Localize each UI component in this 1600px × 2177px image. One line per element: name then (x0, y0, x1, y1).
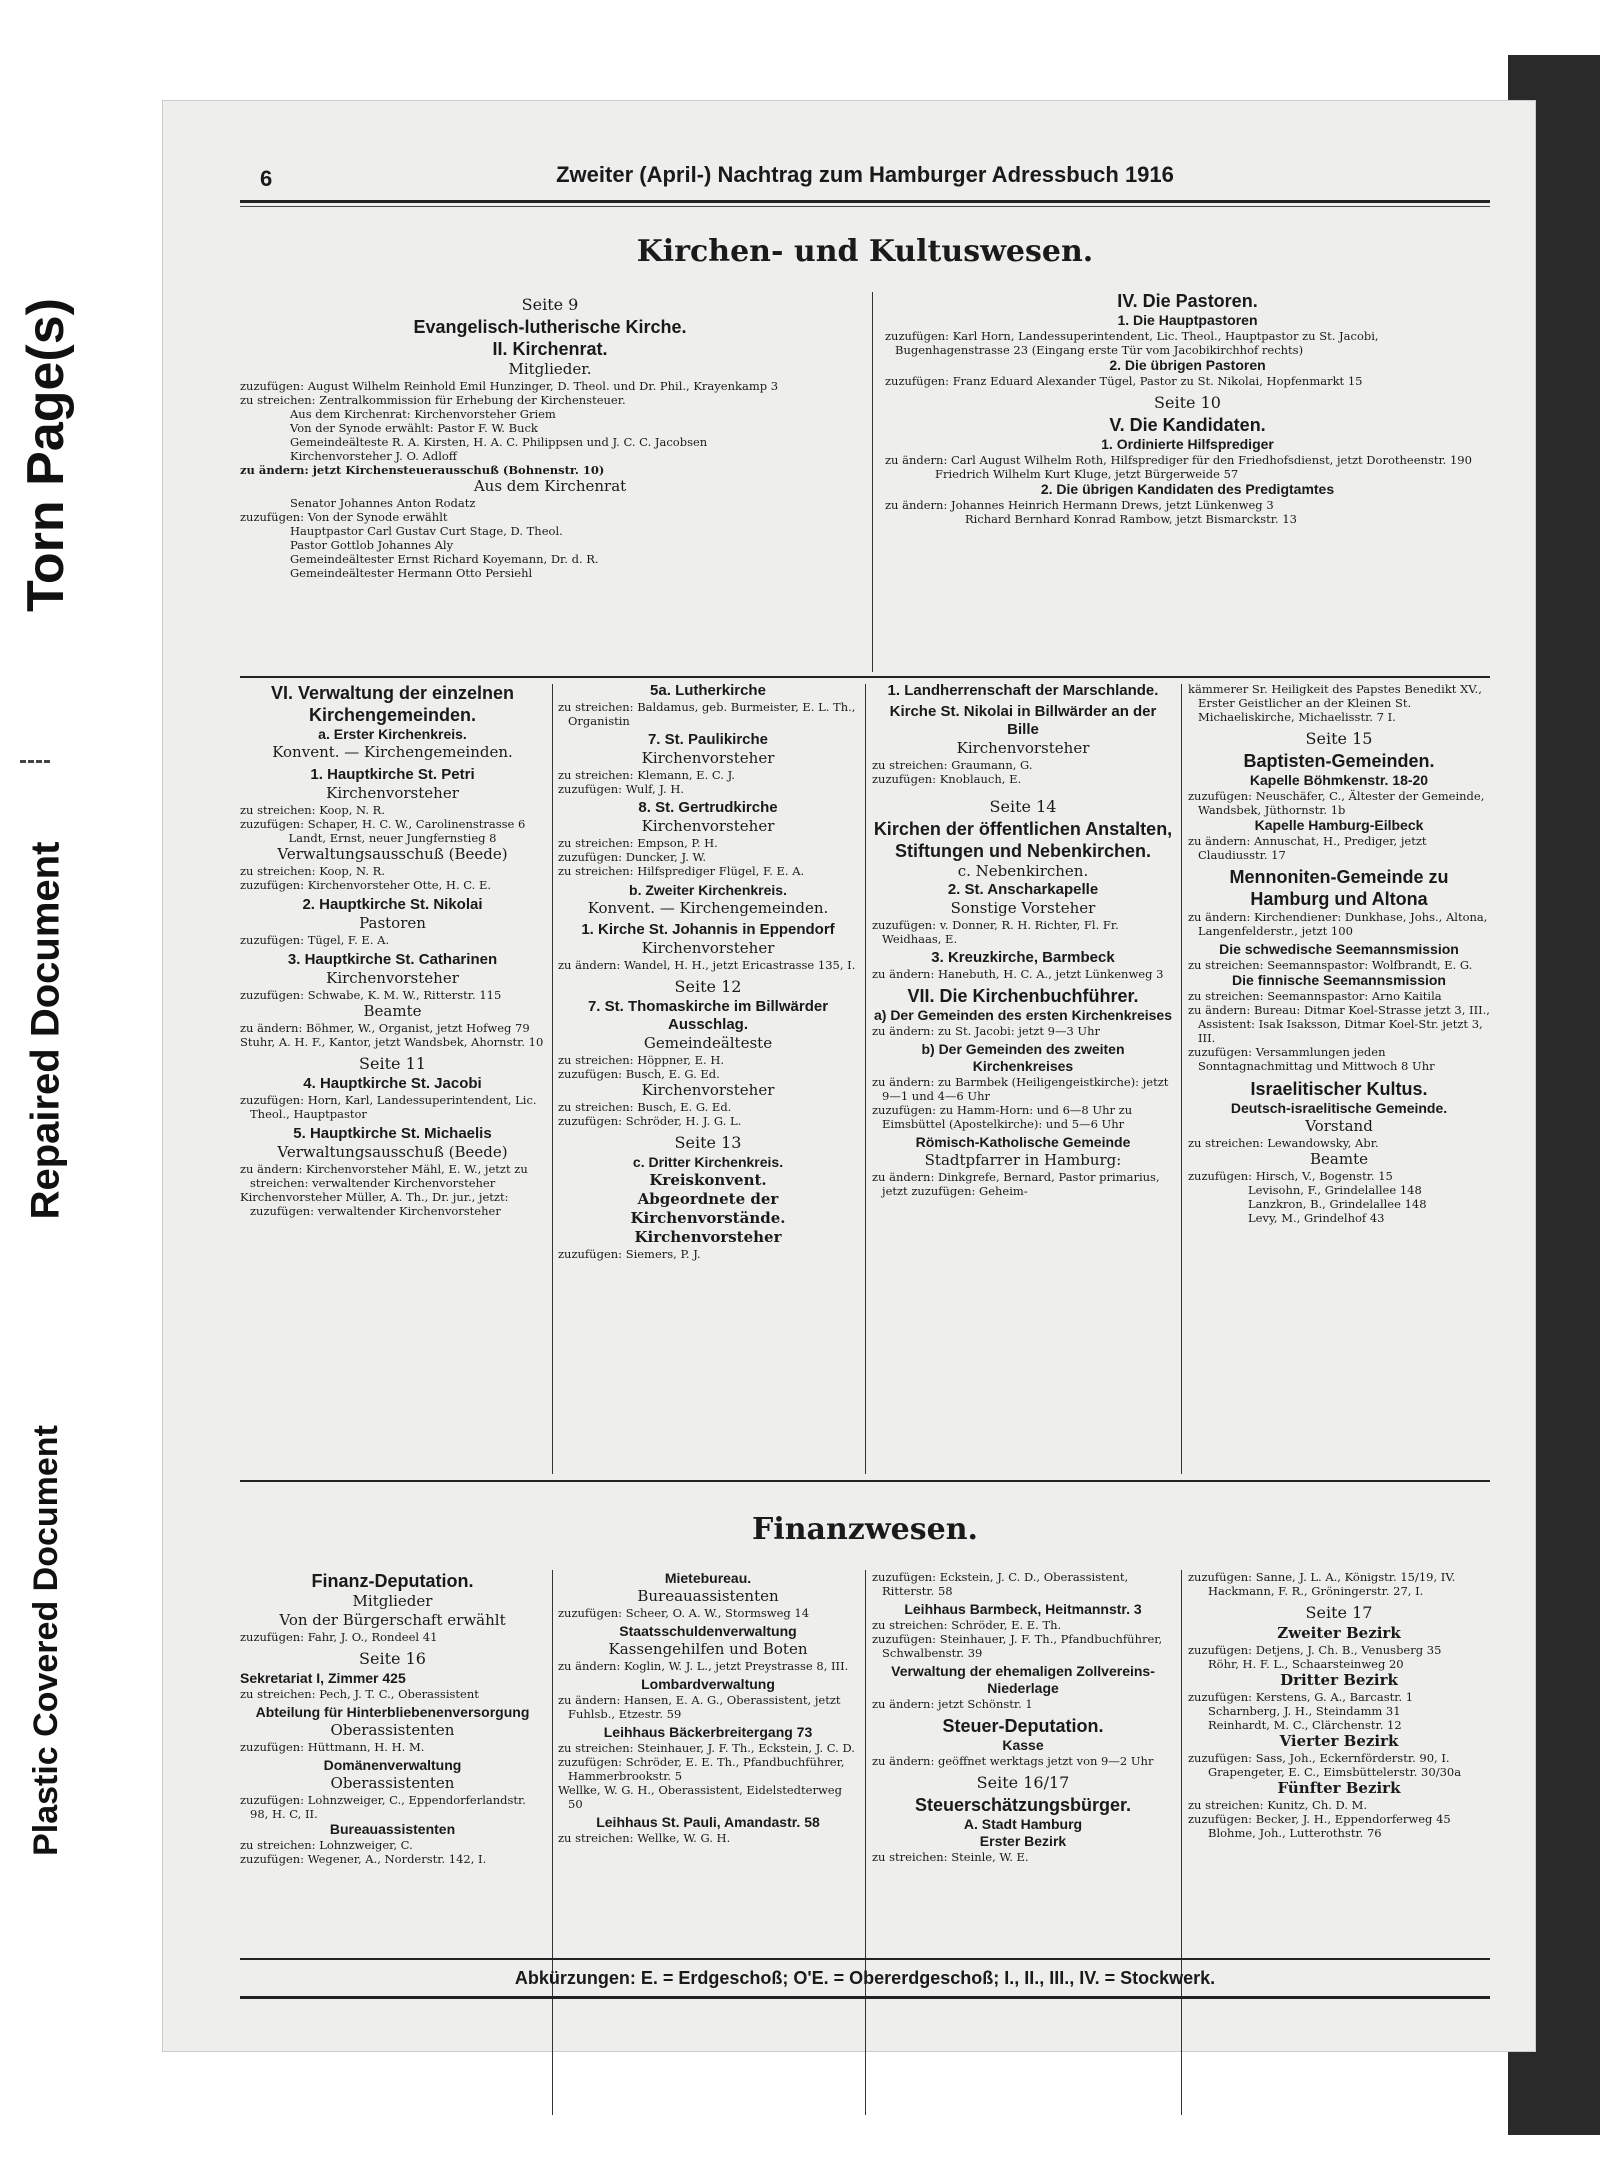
entry: zuzufügen: Neuschäfer, C., Ältester der Gemeinde, Wandsbek, Jüthornstr. 1b (1188, 789, 1485, 817)
entry: zu ändern: Bureau: Ditmar Koel-Strasse jetzt 3, III., Assistent: Isak Isaksson, Ditmar Koel-Str. jetzt 3, III. (1188, 1003, 1490, 1045)
subheading: Beamte (363, 1002, 422, 1020)
subheading: Die finnische Seemannsmission (1232, 972, 1446, 988)
entry: zuzufügen: Franz Eduard Alexander Tügel, Pastor zu St. Nikolai, Hopfenmarkt 15 (885, 374, 1363, 388)
subheading: Kirchenvorsteher (326, 969, 459, 987)
entry: Aus dem Kirchenrat: Kirchenvorsteher Griem (290, 407, 556, 421)
entry: zu streichen: Pech, J. T. C., Oberassistent (240, 1687, 479, 1701)
subheading: Mitglieder (352, 1592, 433, 1610)
entry: Levy, M., Grindelhof 43 (1248, 1211, 1385, 1225)
header-rule-thin (240, 206, 1490, 207)
subheading: c. Dritter Kirchenkreis. (632, 1154, 784, 1170)
entry: Stuhr, A. H. F., Kantor, jetzt Wandsbek, Ahornstr. 10 (240, 1035, 544, 1049)
entry: zu ändern: Carl August Wilhelm Roth, Hilfsprediger für den Friedhofsdienst, jetzt Dorotheenstr. 190 (885, 453, 1472, 467)
column-rule (865, 684, 866, 1474)
subheading: Leihhaus St. Pauli, Amandastr. 58 (596, 1814, 820, 1830)
column-rule (1181, 1570, 1182, 2115)
seite-label: Seite 13 (674, 1133, 742, 1152)
entry: zu streichen: Empson, P. H. (558, 836, 718, 850)
entry: zuzufügen: Sass, Joh., Eckernförderstr. 90, I. (1188, 1751, 1450, 1765)
subheading: Sekretariat I, Zimmer 425 (240, 1670, 406, 1686)
subheading: Von der Bürgerschaft erwählt (279, 1611, 506, 1629)
entry: Gemeindeältester Hermann Otto Persiehl (290, 566, 533, 580)
subheading: Verwaltungsausschuß (Beede) (277, 845, 508, 863)
column-rule (1181, 684, 1182, 1474)
header-rule (240, 200, 1490, 203)
entry: zu ändern: Hanebuth, H. C. A., jetzt Lünkenweg 3 (872, 967, 1164, 981)
pastoren-block (885, 290, 1490, 526)
section-title-finanz: Finanzwesen. (752, 1512, 978, 1547)
subheading: Abgeordnete der Kirchenvorstände. (630, 1190, 786, 1227)
subheading: Leihhaus Bäckerbreitergang 73 (603, 1724, 813, 1740)
entry: zuzufügen: Eckstein, J. C. D., Oberassistent, Ritterstr. 58 (872, 1570, 1129, 1598)
entry: zu streichen: Seemannspastor: Wolfbrandt, E. G. (1188, 958, 1473, 972)
entry: zu ändern: Johannes Heinrich Hermann Drews, jetzt Lünkenweg 3 (885, 498, 1274, 512)
subheading: Leihhaus Barmbeck, Heitmannstr. 3 (904, 1601, 1142, 1617)
entry: Scharnberg, J. H., Steindamm 31 (1208, 1704, 1401, 1718)
entry: zu streichen: Schröder, E. E. Th. (872, 1618, 1062, 1632)
entry: Pastor Gottlob Johannes Aly (290, 538, 454, 552)
seite-label: Seite 16/17 (976, 1773, 1070, 1792)
subheading: Vorstand (1305, 1117, 1373, 1135)
subheading: Kapelle Hamburg-Eilbeck (1254, 817, 1424, 833)
entry: zuzufügen: Wegener, A., Norderstr. 142, I. (240, 1852, 487, 1866)
heading: 5. Hauptkirche St. Michaelis (293, 1125, 492, 1142)
entry: zu streichen: Koop, N. R. (240, 803, 385, 817)
subheading: Lombardverwaltung (641, 1676, 775, 1692)
heading: Mennoniten-Gemeinde zu Hamburg und Altona (1229, 867, 1449, 909)
heading: VI. Verwaltung der einzelnen Kirchengemeinden. (270, 683, 515, 725)
entry: zuzufügen: Scheer, O. A. W., Stormsweg 14 (558, 1606, 810, 1620)
entry: zu streichen: Koop, N. R. (240, 864, 385, 878)
subheading: Oberassistenten (330, 1774, 455, 1792)
subheading: Zweiter Bezirk (1277, 1624, 1401, 1642)
seite-label: Seite 9 (521, 295, 579, 314)
entry: zu streichen: Baldamus, geb. Burmeister, E. L. Th., Organistin (558, 700, 856, 728)
heading: 2. Hauptkirche St. Nikolai (302, 896, 483, 913)
plastic-covered-label: Plastic Covered Document (26, 1424, 65, 1856)
entry: zuzufügen: Horn, Karl, Landessuperintendent, Lic. Theol., Hauptpastor (240, 1093, 537, 1121)
subheading: Deutsch-israelitische Gemeinde. (1230, 1100, 1448, 1116)
header-title: Zweiter (April-) Nachtrag zum Hamburger Adressbuch 1916 (556, 162, 1174, 187)
seite-label: Seite 11 (359, 1054, 426, 1073)
subheading: Konvent. — Kirchengemeinden. (272, 743, 513, 761)
entry: zu streichen: Wellke, W. G. H. (558, 1831, 731, 1845)
subheading: b. Zweiter Kirchenkreis. (629, 882, 787, 898)
subheading: II. Kirchenrat. (492, 339, 608, 359)
entry: Senator Johannes Anton Rodatz (290, 496, 476, 510)
column-rule (865, 1570, 866, 2115)
subheading: Mietebureau. (664, 1570, 752, 1586)
heading: 1. Hauptkirche St. Petri (310, 766, 475, 783)
entry: zuzufügen: Wulf, J. H. (558, 782, 685, 796)
entry: Levisohn, F., Grindelallee 148 (1248, 1183, 1422, 1197)
entry: zuzufügen: Busch, E. G. Ed. (558, 1067, 720, 1081)
entry: zuzufügen: Fahr, J. O., Rondeel 41 (240, 1630, 438, 1644)
entry: zu streichen: Hilfsprediger Flügel, F. E. A. (558, 864, 805, 878)
column-rule (872, 292, 873, 672)
heading: Evangelisch-lutherische Kirche. (413, 317, 687, 337)
entry: zu streichen: Graumann, G. (872, 758, 1033, 772)
entry: Gemeindeältester Ernst Richard Koyemann, Dr. d. R. (290, 552, 599, 566)
entry: Grapengeter, E. C., Eimsbüttelerstr. 30/30a (1208, 1765, 1462, 1779)
seite-label: Seite 14 (989, 797, 1057, 816)
subheading: Aus dem Kirchenrat (473, 477, 627, 495)
entry: zu ändern: Wandel, H. H., jetzt Ericastrasse 135, I. (558, 958, 856, 972)
entry: zuzufügen: Karl Horn, Landessuperintendent, Lic. Theol., Hauptpastor zu St. Jacobi, Bugenhagenstrasse 23 (Eingang erste Tür vom Jacobikirchhof rechts) (885, 329, 1379, 357)
entry: zu streichen: Klemann, E. C. J. (558, 768, 735, 782)
entry: Gemeindeälteste R. A. Kirsten, H. A. C. Philippsen und J. C. C. Jacobsen (290, 435, 708, 449)
seite-label: Seite 15 (1305, 729, 1373, 748)
heading: IV. Die Pastoren. (1117, 291, 1258, 311)
kirchenrat-block (240, 290, 860, 580)
entry: zuzufügen: Sanne, J. L. A., Königstr. 15/19, IV. (1188, 1570, 1456, 1584)
entry: zuzufügen: zu Hamm-Horn: und 6—8 Uhr zu Eimsbüttel (Apostelkirche): und 5—6 Uhr (872, 1103, 1133, 1131)
subheading: Kirchenvorsteher (326, 784, 459, 802)
entry: Lanzkron, B., Grindelallee 148 (1248, 1197, 1427, 1211)
page-header (240, 162, 1490, 212)
subheading: Verwaltung der ehemaligen Zollvereins-Niederlage (891, 1663, 1155, 1696)
subheading: Abteilung für Hinterbliebenenversorgung (255, 1704, 530, 1720)
heading: 7. St. Thomaskirche im Billwärder Ausschlag. (587, 998, 829, 1033)
entry: zu streichen: Steinhauer, J. F. Th., Eckstein, J. C. D. (558, 1741, 855, 1755)
entry: zu ändern: Böhmer, W., Organist, jetzt Hofweg 79 (240, 1021, 530, 1035)
entry: zu ändern: Annuschat, H., Prediger, jetzt Claudiusstr. 17 (1188, 834, 1427, 862)
subheading: Kassengehilfen und Boten (608, 1640, 808, 1658)
entry: zu ändern: zu St. Jacobi: jetzt 9—3 Uhr (872, 1024, 1101, 1038)
subheading: Kreiskonvent. (649, 1171, 767, 1189)
section-rule (240, 676, 1490, 678)
dash-divider (20, 760, 50, 775)
footer-rule-bottom (240, 1996, 1490, 1999)
entry: zu streichen: Seemannspastor: Arno Kaitila (1188, 989, 1442, 1003)
entry: zuzufügen: Schaper, H. C. W., Carolinenstrasse 6 (240, 817, 526, 831)
entry: zu ändern: jetzt Schönstr. 1 (872, 1697, 1033, 1711)
subheading: Oberassistenten (330, 1721, 455, 1739)
entry: zuzufügen: Duncker, J. W. (558, 850, 706, 864)
subheading: Die schwedische Seemannsmission (1219, 941, 1459, 957)
heading: 5a. Lutherkirche (650, 682, 766, 699)
entry: zu streichen: Lewandowsky, Abr. (1188, 1136, 1379, 1150)
subheading: Vierter Bezirk (1279, 1732, 1399, 1750)
entry: zuzufügen: Schröder, H. J. G. L. (558, 1114, 742, 1128)
heading: 1. Kirche St. Johannis in Eppendorf (581, 921, 835, 938)
heading: Kirchen der öffentlichen Anstalten, Stiftungen und Nebenkirchen. (873, 819, 1173, 861)
finanz-column-3 (872, 1570, 1174, 1864)
entry: Hauptpastor Carl Gustav Curt Stage, D. Theol. (290, 524, 563, 538)
finanz-column-1 (240, 1570, 545, 1866)
finanz-column-2 (558, 1570, 858, 1845)
seite-label: Seite 10 (1154, 393, 1221, 412)
entry: Blohme, Joh., Lutterothstr. 76 (1208, 1826, 1382, 1840)
entry: zuzufügen: Knoblauch, E. (872, 772, 1022, 786)
subheading: Kapelle Böhmkenstr. 18-20 (1249, 772, 1429, 788)
column-3 (872, 682, 1174, 1198)
entry: zu ändern: Hansen, E. A. G., Oberassistent, jetzt Fuhlsb., Etzestr. 59 (558, 1693, 841, 1721)
column-rule (552, 1570, 553, 2115)
entry: zuzufügen: Tügel, F. E. A. (240, 933, 390, 947)
subheading: a) Der Gemeinden des ersten Kirchenkreises (873, 1007, 1173, 1023)
side-labels (0, 0, 92, 2177)
section-rule (240, 1480, 1490, 1482)
entry: zuzufügen: Siemers, P. J. (558, 1247, 701, 1261)
heading: 4. Hauptkirche St. Jacobi (303, 1075, 482, 1092)
subheading: Staatsschuldenverwaltung (619, 1623, 797, 1639)
subheading: Römisch-Katholische Gemeinde (915, 1134, 1131, 1150)
heading: 1. Landherrenschaft der Marschlande. (887, 682, 1159, 699)
entry: Kirchenvorsteher J. O. Adloff (290, 449, 457, 463)
entry: zu streichen: Zentralkommission für Erhebung der Kirchensteuer. (240, 393, 626, 407)
subheading: 1. Ordinierte Hilfsprediger (1101, 436, 1274, 452)
entry: zuzufügen: Kerstens, G. A., Barcastr. 1 (1188, 1690, 1414, 1704)
entry: Reinhardt, M. C., Clärchenstr. 12 (1208, 1718, 1402, 1732)
entry: zuzufügen: Detjens, J. Ch. B., Venusberg 35 (1188, 1643, 1442, 1657)
column-rule (552, 684, 553, 1474)
seite-label: Seite 16 (359, 1649, 426, 1668)
heading: 7. St. Paulikirche (647, 731, 769, 748)
heading: 3. Kreuzkirche, Barmbeck (931, 949, 1115, 966)
subheading: Dritter Bezirk (1280, 1671, 1398, 1689)
subheading: Kirchenvorsteher (634, 1228, 782, 1246)
heading: VII. Die Kirchenbuchführer. (907, 986, 1139, 1006)
subheading: A. Stadt Hamburg (963, 1816, 1083, 1832)
subheading: b) Der Gemeinden des zweiten Kirchenkreises (921, 1041, 1125, 1074)
entry: zuzufügen: Kirchenvorsteher Otte, H. C. E. (240, 878, 492, 892)
seite-label: Seite 12 (674, 977, 742, 996)
subheading: a. Erster Kirchenkreis. (318, 726, 467, 742)
entry: zu ändern: geöffnet werktags jetzt von 9—2 Uhr (872, 1754, 1154, 1768)
subheading: Pastoren (359, 914, 426, 932)
subheading: c. Nebenkirchen. (957, 862, 1089, 880)
heading: Finanz-Deputation. (311, 1571, 474, 1591)
entry: zu streichen: Höppner, E. H. (558, 1053, 725, 1067)
entry: Kirchenvorsteher Müller, A. Th., Dr. jur., jetzt: zuzufügen: verwaltender Kirchenvorsteher (240, 1190, 509, 1218)
column-2 (558, 682, 858, 1261)
entry: zu streichen: Lohnzweiger, C. (240, 1838, 413, 1852)
entry: Hackmann, F. R., Gröningerstr. 27, I. (1208, 1584, 1424, 1598)
entry: zuzufügen: Hüttmann, H. H. M. (240, 1740, 425, 1754)
entry: Wellke, W. G. H., Oberassistent, Eidelstedterweg 50 (558, 1783, 842, 1811)
repaired-document-label: Repaired Document (23, 841, 68, 1219)
subheading: Konvent. — Kirchengemeinden. (587, 899, 829, 917)
subheading: Bureauassistenten (637, 1587, 779, 1605)
subheading: Kirchenvorsteher (641, 749, 775, 767)
column-1 (240, 682, 545, 1218)
entry: zuzufügen: August Wilhelm Reinhold Emil Hunzinger, D. Theol. und Dr. Phil., Krayenkamp 3 (240, 379, 779, 393)
heading: Baptisten-Gemeinden. (1243, 751, 1435, 771)
entry: zu ändern: Kirchendiener: Dunkhase, Johs., Altona, Langenfelderstr., jetzt 100 (1188, 910, 1488, 938)
heading: Steuer-Deputation. (942, 1716, 1104, 1736)
heading: 8. St. Gertrudkirche (638, 799, 778, 816)
page-number: 6 (260, 166, 273, 191)
subheading: 2. Die übrigen Pastoren (1109, 357, 1266, 373)
section-title-kirchen: Kirchen- und Kultuswesen. (636, 234, 1094, 269)
entry: Friedrich Wilhelm Kurt Kluge, jetzt Bürgerweide 57 (935, 467, 1239, 481)
entry: Landt, Ernst, neuer Jungfernstieg 8 (288, 831, 497, 845)
abbreviations-footer: Abkürzungen: E. = Erdgeschoß; O'E. = Obererdgeschoß; I., II., III., IV. = Stockwerk. (514, 1968, 1216, 1988)
finanz-column-4 (1188, 1570, 1490, 1840)
subheading: Kirchenvorsteher (641, 939, 775, 957)
subheading: Kirchenvorsteher (641, 1081, 775, 1099)
entry: zuzufügen: Versammlungen jeden Sonntagnachmittag und Mittwoch 8 Uhr (1188, 1045, 1435, 1073)
entry: zu ändern: jetzt Kirchensteuerausschuß (Bohnenstr. 10) (240, 463, 605, 477)
entry: zuzufügen: Von der Synode erwählt (240, 510, 448, 524)
subheading: Stadtpfarrer in Hamburg: (924, 1151, 1122, 1169)
subheading: Kirchenvorsteher (956, 739, 1090, 757)
entry: zu ändern: zu Barmbek (Heiligengeistkirche): jetzt 9—1 und 4—6 Uhr (872, 1075, 1169, 1103)
subheading: Mitglieder. (508, 360, 592, 378)
entry: zuzufügen: Schröder, E. E. Th., Pfandbuchführer, Hammerbrookstr. 5 (558, 1755, 845, 1783)
entry: zu streichen: Steinle, W. E. (872, 1850, 1029, 1864)
subheading: Domänenverwaltung (323, 1757, 462, 1773)
entry: zu ändern: Koglin, W. J. L., jetzt Preystrasse 8, III. (558, 1659, 849, 1673)
entry: zu streichen: Busch, E. G. Ed. (558, 1100, 732, 1114)
entry: zu streichen: Kunitz, Ch. D. M. (1188, 1798, 1368, 1812)
heading: 2. St. Anscharkapelle (947, 881, 1099, 898)
heading: V. Die Kandidaten. (1109, 415, 1266, 435)
entry: zuzufügen: v. Donner, R. H. Richter, Fl. Fr. Weidhaas, E. (872, 918, 1119, 946)
entry: zuzufügen: Hirsch, V., Bogenstr. 15 (1188, 1169, 1393, 1183)
subheading: Erster Bezirk (979, 1833, 1067, 1849)
entry: kämmerer Sr. Heiligkeit des Papstes Benedikt XV., Erster Geistlicher an der Kleinen St. Michaeliskirche, Michaelisstr. 7 I. (1188, 682, 1482, 724)
entry: zu ändern: Kirchenvorsteher Mähl, E. W., jetzt zu streichen: verwaltender Kirchenvorsteher (240, 1162, 528, 1190)
entry: zuzufügen: Becker, J. H., Eppendorferweg 45 (1188, 1812, 1451, 1826)
heading: Israelitischer Kultus. (1250, 1079, 1428, 1099)
column-4 (1188, 682, 1490, 1225)
seite-label: Seite 17 (1305, 1603, 1373, 1622)
footer-rule (240, 1958, 1490, 1960)
entry: zuzufügen: Steinhauer, J. F. Th., Pfandbuchführer, Schwalbenstr. 39 (872, 1632, 1163, 1660)
heading: 3. Hauptkirche St. Catharinen (287, 951, 498, 968)
entry: zuzufügen: Schwabe, K. M. W., Ritterstr. 115 (240, 988, 502, 1002)
subheading: Verwaltungsausschuß (Beede) (277, 1143, 508, 1161)
entry: Röhr, H. F. L., Schaarsteinweg 20 (1208, 1657, 1404, 1671)
heading: Kirche St. Nikolai in Billwärder an der Bille (889, 703, 1157, 738)
torn-pages-label: Torn Page(s) (17, 298, 75, 612)
entry: Von der Synode erwählt: Pastor F. W. Buck (290, 421, 538, 435)
entry: Richard Bernhard Konrad Rambow, jetzt Bismarckstr. 13 (965, 512, 1297, 526)
subheading: Gemeindeälteste (643, 1034, 773, 1052)
heading: Steuerschätzungsbürger. (914, 1795, 1132, 1815)
subheading: Kirchenvorsteher (641, 817, 775, 835)
subheading: Bureauassistenten (329, 1821, 456, 1837)
entry: zuzufügen: Lohnzweiger, C., Eppendorferlandstr. 98, H. C, II. (240, 1793, 526, 1821)
subheading: 2. Die übrigen Kandidaten des Predigtamtes (1040, 481, 1335, 497)
entry: zu ändern: Dinkgrefe, Bernard, Pastor primarius, jetzt zuzufügen: Geheim- (872, 1170, 1160, 1198)
subheading: Fünfter Bezirk (1277, 1779, 1401, 1797)
subheading: Kasse (1002, 1737, 1044, 1753)
subheading: 1. Die Hauptpastoren (1117, 312, 1258, 328)
subheading: Sonstige Vorsteher (950, 899, 1096, 917)
subheading: Beamte (1310, 1150, 1368, 1168)
